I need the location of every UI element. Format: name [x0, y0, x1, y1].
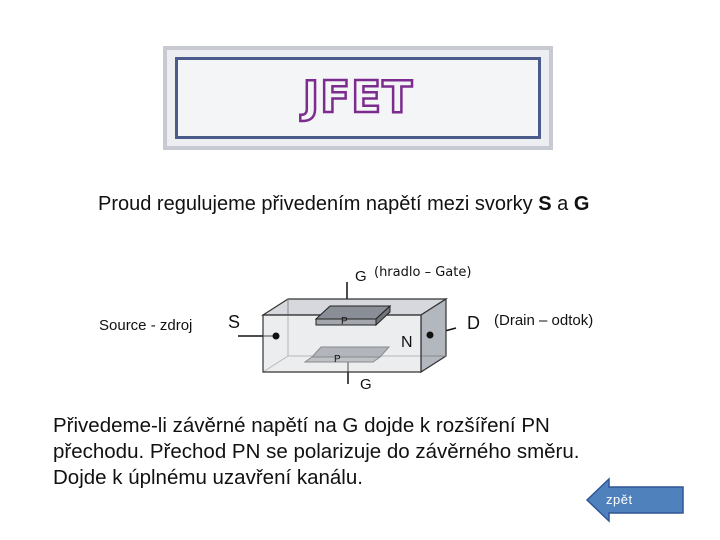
p-top-label: P [341, 316, 348, 327]
subtitle-text: Proud regulujeme přivedením napětí mezi svorky [98, 193, 539, 215]
source-label: S [228, 312, 241, 332]
p-region-top [316, 306, 390, 325]
subtitle-g: G [573, 193, 590, 215]
subtitle-s: S [538, 193, 552, 215]
drain-label: D [467, 313, 480, 333]
gate-top-label: G [355, 268, 367, 285]
back-button[interactable] [585, 477, 685, 523]
subtitle-conj: a [551, 193, 574, 215]
drain-note: (Drain – odtok) [494, 312, 594, 329]
source-note: Source - zdroj [99, 317, 193, 334]
n-channel-block [263, 299, 446, 372]
page-title: JFET [302, 72, 414, 123]
gate-bottom-label: G [360, 376, 372, 393]
gate-top-note: (hradlo – Gate) [374, 265, 472, 280]
body-text: Přivedeme-li závěrné napětí na G dojde k rozšíření PN přechodu. Přechod PN se polarizuje do závěrného směru. Dojde k úplnému uzavření kanálu. [53, 414, 580, 489]
n-label: N [401, 334, 413, 351]
p-bottom-label: P [334, 354, 341, 365]
drain-contact [427, 332, 434, 339]
back-button-label: zpět [606, 492, 633, 507]
left-arrow-icon [587, 479, 683, 521]
source-contact [273, 333, 280, 340]
